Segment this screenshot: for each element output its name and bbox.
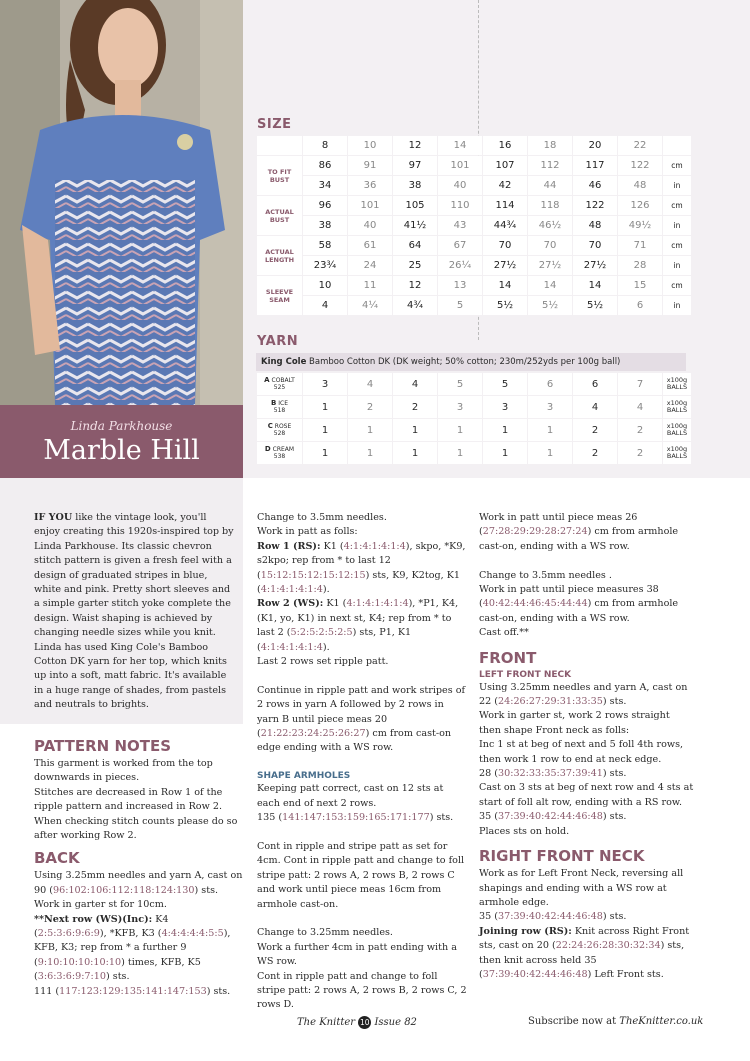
size-cell: 14 [438,136,482,155]
size-row [257,236,691,255]
size-cell: 118 [528,196,572,215]
size-cell: 26¼ [438,256,482,275]
title-block [0,405,243,478]
yarn-cell: 1 [393,442,437,464]
size-cell: 126 [618,196,662,215]
size-cell: 20 [573,136,617,155]
size-cell: 28 [618,256,662,275]
col3-c2: Work in garter st, work 2 rows straight then shape Front neck as folls: [479,710,670,736]
size-cell: 46½ [528,216,572,235]
magazine-name: The Knitter [297,1017,356,1028]
col2-a3: Last 2 rows set ripple patt. [257,656,389,668]
yarn-cell: 4 [573,396,617,418]
size-cell: 25 [393,256,437,275]
size-row-label: ACTUAL BUST [257,196,302,235]
size-cell: 27½ [573,256,617,275]
column-1 [34,737,244,999]
intro-lead: IF YOU [34,512,73,523]
yarn-cell: 1 [393,419,437,441]
size-cell: 70 [483,236,527,255]
yarn-table [256,372,692,465]
yarn-cell: 1 [303,442,347,464]
col3-c6: 35 (37:39:40:42:44:46:48) sts. [479,811,627,823]
column-2 [257,511,467,1013]
yarn-letter: C [267,422,273,430]
site-link[interactable]: TheKnitter.co.uk [619,1016,704,1027]
col3-b2: Work in patt until piece measures 38 (40:42:44:46:45:44:44) cm from armhole cast-on, ending with a WS row. [479,584,679,624]
yarn-cell: 2 [618,442,662,464]
size-cell: 71 [618,236,662,255]
size-cell: 27½ [483,256,527,275]
size-cell: 5 [438,296,482,315]
yarn-colour-label [257,373,302,395]
size-cell: 14 [483,276,527,295]
size-cell: 38 [393,176,437,195]
size-cell: 107 [483,156,527,175]
size-cell: 4¼ [348,296,392,315]
size-unit: cm [663,236,691,255]
column-3 [479,511,694,982]
model-photo [0,0,243,405]
yarn-letter: B [270,399,277,407]
yarn-cell: 3 [528,396,572,418]
intro-body: like the vintage look, you'll enjoy creating this 1920s-inspired top by Linda Parkhouse. Its classic chevron stitch pattern is given a fresh feel with a design of graduated stripes in blue, white and pink. Pretty short sleeves and a simple garter stitch yoke complete the design. Waist shaping is achieved by changing needle sizes while you knit. Linda has used King Cole's Bamboo Cotton DK yarn for her top, which knits up into a soft, matt fabric. It's available in a huge range of shades, from pastels and neutrals to brights. [34,512,234,711]
size-cell: 91 [348,156,392,175]
yarn-colour-name: CREAM [272,446,295,453]
subscribe-text: Subscribe now at [528,1016,617,1027]
yarn-cell: 6 [573,373,617,395]
designer-name: Linda Parkhouse [70,419,173,433]
size-cell: 105 [393,196,437,215]
footer-magazine [297,1016,417,1029]
yarn-cell: 1 [303,419,347,441]
yarn-colour-label [257,396,302,418]
size-cell: 22 [618,136,662,155]
yarn-cell: 3 [303,373,347,395]
col2-c1: Keeping patt correct, cast on 12 sts at each end of next 2 rows. [257,783,444,809]
yarn-cell: 1 [438,419,482,441]
size-cell: 6 [618,296,662,315]
size-cell: 46 [573,176,617,195]
col2-b1: Continue in ripple patt and work stripes of 2 rows in yarn A followed by 2 rows in yarn B until piece meas 20 (21:22:23:24:25:26:27) cm from cast-on edge ending with a WS row. [257,684,466,754]
size-row [257,136,691,155]
size-cell: 15 [618,276,662,295]
row2-instruction: Row 2 (WS): K1 (4:1:4:1:4:1:4), *P1, K4, (K1, yo, K1) in next st, K4; rep from * to last 2 (5:2:5:2:5:2:5) sts, P1, K1 (4:1:4:1:4:1:4). [257,598,459,653]
intro-text [34,511,234,727]
size-row [257,296,691,315]
yarn-colour-name: ROSE [274,423,292,430]
size-unit: cm [663,276,691,295]
size-cell: 70 [573,236,617,255]
page-number: 10 [359,1018,370,1027]
yarn-cell: 3 [438,396,482,418]
yarn-letter: D [264,445,271,453]
size-cell: 70 [528,236,572,255]
size-cell: 43 [438,216,482,235]
joining-row: Joining row (RS): Knit across Right Front sts, cast on 20 (22:24:26:28:30:32:34) sts, then knit across held 35 (37:39:40:42:44:46:48) Left Front sts. [479,925,690,980]
size-cell: 5½ [483,296,527,315]
pattern-notes-heading: PATTERN NOTES [34,737,172,755]
col2-a2: Work in patt as folls: [257,526,358,538]
size-cell: 110 [438,196,482,215]
size-heading: SIZE [257,117,292,132]
size-cell: 12 [393,276,437,295]
size-row [257,216,691,235]
col3-c7: Places sts on hold. [479,825,570,837]
size-row-label: SLEEVE SEAM [257,276,302,315]
col3-d1: Work as for Left Front Neck, reversing all shapings and ending with a WS row at armhole edge. [479,868,684,908]
yarn-cell: 4 [393,373,437,395]
yarn-colour-label [257,419,302,441]
size-row-label [257,136,302,155]
yarn-cell: 6 [528,373,572,395]
back-p3: **Next row (WS)(Inc): K4 (2:5:3:6:9:6:9), *KFB, K3 (4:4:4:4:4:5:5), KFB, K3; rep from * a further 9 (9:10:10:10:10:10) times, KFB, K5 (3:6:3:6:9:7:10) sts. [34,913,231,983]
yarn-details: Bamboo Cotton DK (DK weight; 50% cotton; 230m/252yds per 100g ball) [306,357,621,367]
col3-a1: Work in patt until piece meas 26 (27:28:29:29:28:27:24) cm from armhole cast-on, ending with a WS row. [479,512,679,552]
yarn-cell: 2 [573,442,617,464]
yarn-heading: YARN [257,334,299,349]
back-heading: BACK [34,849,80,868]
front-heading: FRONT [479,648,537,667]
size-row [257,156,691,175]
yarn-row [257,419,691,441]
size-cell: 41½ [393,216,437,235]
size-cell: 16 [483,136,527,155]
size-cell: 61 [348,236,392,255]
size-cell: 122 [573,196,617,215]
yarn-unit: x100g BALLS [663,396,691,418]
size-row [257,256,691,275]
yarn-unit: x100g BALLS [663,373,691,395]
size-cell: 10 [348,136,392,155]
yarn-row [257,373,691,395]
yarn-cell: 3 [483,396,527,418]
size-unit: in [663,256,691,275]
size-unit: in [663,176,691,195]
size-cell: 10 [303,276,347,295]
yarn-cell: 4 [348,373,392,395]
col2-d1: Cont in ripple and stripe patt as set for 4cm. Cont in ripple patt and change to foll stripe patt: 2 rows A, 2 rows B, 2 rows C and work until piece meas 16cm from armhole cast-on. [257,840,465,910]
size-cell: 40 [438,176,482,195]
issue-number: Issue 82 [374,1017,417,1028]
yarn-cell: 7 [618,373,662,395]
size-cell: 11 [348,276,392,295]
yarn-cell: 1 [528,419,572,441]
yarn-colour-code: 518 [273,407,286,414]
size-cell: 34 [303,176,347,195]
yarn-cell: 1 [348,442,392,464]
size-cell: 5½ [573,296,617,315]
size-cell: 96 [303,196,347,215]
size-cell: 18 [528,136,572,155]
size-cell: 8 [303,136,347,155]
col3-d2: 35 (37:39:40:42:44:46:48) sts. [479,911,627,923]
yarn-cell: 1 [483,419,527,441]
size-cell: 67 [438,236,482,255]
size-unit: in [663,296,691,315]
yarn-description [256,353,686,371]
yarn-cell: 1 [348,419,392,441]
size-cell: 117 [573,156,617,175]
model-illustration [0,0,243,405]
yarn-cell: 1 [483,442,527,464]
size-cell: 44 [528,176,572,195]
col2-c2: 135 (141:147:153:159:165:171:177) sts. [257,812,454,824]
yarn-cell: 5 [438,373,482,395]
size-cell: 14 [528,276,572,295]
size-cell: 49½ [618,216,662,235]
yarn-brand: King Cole [261,357,307,367]
right-front-neck-heading: RIGHT FRONT NECK [479,847,645,866]
size-row [257,176,691,195]
left-front-neck-heading: LEFT FRONT NECK [479,669,572,680]
col3-c3: Inc 1 st at beg of next and 5 foll 4th rows, then work 1 row to end at neck edge. [479,739,684,765]
yarn-colour-name: ICE [278,400,288,407]
footer-subscribe[interactable] [528,1016,703,1027]
size-cell: 64 [393,236,437,255]
col2-e1: Change to 3.25mm needles. [257,927,393,939]
size-cell: 122 [618,156,662,175]
back-p4: 111 (117:123:129:135:141:147:153) sts. [34,985,231,997]
size-cell: 42 [483,176,527,195]
col2-a1: Change to 3.5mm needles. [257,512,387,523]
size-row-label: TO FIT BUST [257,156,302,195]
yarn-cell: 4 [618,396,662,418]
yarn-cell: 2 [348,396,392,418]
yarn-unit: x100g BALLS [663,419,691,441]
col3-c4: 28 (30:32:33:35:37:39:41) sts. [479,768,627,780]
pattern-notes-p2: Stitches are decreased in Row 1 of the ripple pattern and increased in Row 2. When checking stitch counts please do so after working Row 2. [34,786,238,842]
pattern-title: Marble Hill [43,435,200,466]
col3-c5: Cast on 3 sts at beg of next row and 4 sts at start of foll alt row, ending with a RS row. [479,782,694,808]
size-cell: 38 [303,216,347,235]
yarn-cell: 2 [618,419,662,441]
yarn-cell: 1 [528,442,572,464]
yarn-row [257,396,691,418]
size-cell: 40 [348,216,392,235]
size-cell: 112 [528,156,572,175]
size-cell: 48 [573,216,617,235]
size-unit: in [663,216,691,235]
size-cell: 97 [393,156,437,175]
yarn-cell: 2 [573,419,617,441]
yarn-cell: 1 [438,442,482,464]
size-cell: 13 [438,276,482,295]
yarn-cell: 1 [303,396,347,418]
yarn-colour-label [257,442,302,464]
size-unit: cm [663,156,691,175]
size-cell: 36 [348,176,392,195]
size-row [257,196,691,215]
size-cell: 14 [573,276,617,295]
size-cell: 24 [348,256,392,275]
yarn-cell: 2 [393,396,437,418]
col3-b1: Change to 3.5mm needles . [479,569,612,581]
size-cell: 58 [303,236,347,255]
yarn-colour-code: 538 [273,453,286,460]
col3-c1: Using 3.25mm needles and yarn A, cast on 22 (24:26:27:29:31:33:35) sts. [479,681,688,708]
size-cell: 4¾ [393,296,437,315]
size-row [257,276,691,295]
size-row-label: ACTUAL LENGTH [257,236,302,275]
size-cell: 114 [483,196,527,215]
size-unit [663,136,691,155]
size-cell: 48 [618,176,662,195]
col2-e3: Cont in ripple patt and change to foll stripe patt: 2 rows A, 2 rows B, 2 rows C, 2 rows D. [257,970,467,1011]
size-cell: 101 [438,156,482,175]
yarn-colour-code: 525 [273,384,286,391]
row1-instruction: Row 1 (RS): K1 (4:1:4:1:4:1:4), skpo, *K9, s2kpo; rep from * to last 12 (15:12:15:12:15:12:15) sts, K9, K2tog, K1 (4:1:4:1:4:1:4). [257,540,466,596]
yarn-colour-code: 528 [273,430,286,437]
size-table [256,135,692,316]
size-cell: 44¾ [483,216,527,235]
pattern-notes-p1: This garment is worked from the top downwards in pieces. [34,758,213,784]
shape-armholes-heading: SHAPE ARMHOLES [257,771,351,782]
yarn-colour-name: COBALT [271,377,295,384]
size-cell: 27½ [528,256,572,275]
col3-b3: Cast off.** [479,627,529,639]
yarn-cell: 5 [483,373,527,395]
back-p1: Using 3.25mm needles and yarn A, cast on 90 (96:102:106:112:118:124:130) sts. [34,870,243,896]
back-p2: Work in garter st for 10cm. [34,899,167,911]
size-cell: 4 [303,296,347,315]
size-cell: 12 [393,136,437,155]
yarn-row [257,442,691,464]
size-cell: 23¾ [303,256,347,275]
col2-e2: Work a further 4cm in patt ending with a WS row. [257,941,457,968]
yarn-letter: A [264,376,270,384]
yarn-unit: x100g BALLS [663,442,691,464]
size-cell: 5½ [528,296,572,315]
size-cell: 101 [348,196,392,215]
size-cell: 86 [303,156,347,175]
size-unit: cm [663,196,691,215]
